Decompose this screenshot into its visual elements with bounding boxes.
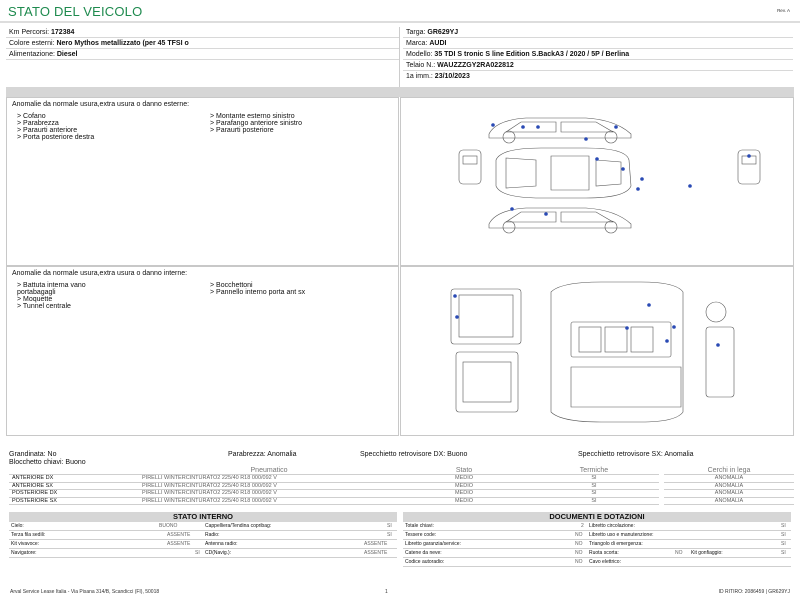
exterior-damage-list-1 (17, 113, 94, 141)
interior-damage-title: Anomalie da normale usura,extra usura o danno interne: (12, 270, 188, 277)
tires-header (9, 467, 659, 475)
table-row: Terza fila sedili: ASSENTE Radio: SI (9, 531, 397, 540)
table-row: Catene da neve: NO Ruota scorta: NO Kit gonfiaggio: SI (403, 549, 791, 558)
damage-marker (614, 125, 618, 129)
damage-marker (544, 212, 548, 216)
info-colore: Colore esterni: Nero Mythos metallizzato (per 45 TFSI o (6, 38, 399, 49)
table-row: Totale chiavi: 2 Libretto circolazione: SI (403, 522, 791, 531)
damage-marker (595, 157, 599, 161)
table-row: Codice autoradio: NO Cavo elettrico: (403, 558, 791, 567)
cerchi-table (664, 467, 794, 505)
damage-marker (521, 125, 525, 129)
table-row: ANTERIORE DX PIRELLI WINTERCINTURATO2 225/40 R18 000/092 V MEDIO SI (9, 475, 659, 483)
damage-marker (640, 177, 644, 181)
parabrezza-status: Parabrezza: Anomalia (228, 451, 297, 458)
info-immatricolazione: 1a imm.: 23/10/2023 (406, 73, 470, 80)
table-row: ANOMALIA (664, 497, 794, 505)
damage-item: > Tunnel centrale (17, 303, 71, 310)
table-row: POSTERIORE DX PIRELLI WINTERCINTURATO2 225/40 R18 000/092 V MEDIO SI (9, 490, 659, 498)
section-bar (6, 87, 794, 97)
damage-item: > Porta posteriore destra (17, 134, 95, 141)
interior-damage-list-1 (17, 282, 86, 310)
specchio-dx-status: Specchietto retrovisore DX: Buono (360, 451, 468, 458)
col-cerchi: Cerchi in lega (664, 467, 794, 475)
exterior-damage-list-2 (210, 113, 302, 134)
exterior-diagram-panel (400, 97, 794, 266)
table-row: Tessere code: NO Libretto uso e manutenzione: SI (403, 531, 791, 540)
col-termiche: Termiche (529, 467, 659, 475)
title-divider (0, 21, 800, 23)
info-modello: Modello: 35 TDI S tronic S line Edition S.BackA3 / 2020 / 5P / Berlina (403, 49, 793, 60)
col-stato: Stato (399, 467, 529, 475)
table-row: ANOMALIA (664, 482, 794, 490)
info-targa: Targa: GR629YJ (403, 27, 793, 38)
damage-marker (621, 167, 625, 171)
interior-damage-list-2 (210, 282, 305, 296)
damage-marker (672, 325, 676, 329)
interior-markers (453, 294, 720, 347)
damage-item: > Parafango anteriore sinistro (210, 120, 303, 127)
damage-marker (688, 184, 692, 188)
damage-item: > Cofano (17, 113, 46, 120)
damage-item: > Moquette (17, 296, 53, 303)
footer-company: Arval Service Lease Italia - Via Pisana 314/B, Scandicci (FI), 50018 (10, 589, 160, 595)
damage-item: > Bocchettoni (210, 282, 253, 289)
damage-marker (716, 343, 720, 347)
page-title: STATO DEL VEICOLO (8, 4, 143, 19)
col-pneumatico: Pneumatico (139, 467, 399, 475)
interior-diagram-panel (400, 266, 794, 436)
table-row: ANOMALIA (664, 475, 794, 483)
damage-marker (647, 303, 651, 307)
info-marca: Marca: AUDI (403, 38, 793, 49)
damage-marker (747, 154, 751, 158)
table-row: POSTERIORE SX PIRELLI WINTERCINTURATO2 225/40 R18 000/092 V MEDIO SI (9, 497, 659, 505)
damage-marker (455, 315, 459, 319)
damage-marker (491, 123, 495, 127)
interior-damage-panel (6, 266, 399, 436)
damage-marker (625, 326, 629, 330)
damage-item: > Montante esterno sinistro (210, 113, 295, 120)
table-row: Cielo: BUONO Cappelliera/Tendina copribag: SI (9, 522, 397, 531)
table-row: Kit vivavoce: ASSENTE Antenna radio: ASSENTE (9, 540, 397, 549)
interior-car-diagram (401, 267, 795, 437)
exterior-damage-panel (6, 97, 399, 266)
damage-marker (665, 339, 669, 343)
info-divider (399, 27, 400, 95)
damage-item: > Paraurti posteriore (210, 127, 274, 134)
table-row: ANTERIORE SX PIRELLI WINTERCINTURATO2 225/40 R18 000/092 V MEDIO SI (9, 482, 659, 490)
blocchetto-status: Blocchetto chiavi: Buono (9, 459, 86, 466)
documenti-title: DOCUMENTI E DOTAZIONI (403, 512, 791, 522)
damage-marker (584, 137, 588, 141)
table-row: ANOMALIA (664, 490, 794, 498)
info-telaio: Telaio N.: WAUZZZGY2RA022812 (403, 60, 793, 71)
damage-marker (536, 125, 540, 129)
footer-page: 1 (385, 589, 388, 595)
table-row: Navigatore: SI CD(Navig.): ASSENTE (9, 549, 397, 558)
revision-label: Rev. A (777, 8, 790, 13)
specchio-sx-status: Specchietto retrovisore SX: Anomalia (578, 451, 694, 458)
stato-interno-title: STATO INTERNO (9, 512, 397, 522)
grandinata-status: Grandinata: No (9, 451, 57, 458)
exterior-car-diagram (401, 98, 795, 267)
damage-marker (453, 294, 457, 298)
damage-marker (636, 187, 640, 191)
exterior-damage-title: Anomalie da normale usura,extra usura o danno esterne: (12, 101, 190, 108)
damage-item: portabagagli (17, 289, 56, 296)
info-km: Km Percorsi: 172384 (6, 27, 399, 38)
damage-item: > Pannello interno porta ant sx (210, 289, 306, 296)
tires-table (9, 467, 659, 505)
table-row: Libretto garanzia/service: NO Triangolo di emergenza: SI (403, 540, 791, 549)
damage-item: > Parabrezza (17, 120, 59, 127)
info-alimentazione: Alimentazione: Diesel (6, 49, 399, 60)
damage-item: > Battuta interna vano (17, 282, 86, 289)
damage-item: > Paraurti anteriore (17, 127, 78, 134)
damage-marker (510, 207, 514, 211)
footer-id: ID RITIRO: 2086459 | GR629YJ (718, 589, 790, 595)
